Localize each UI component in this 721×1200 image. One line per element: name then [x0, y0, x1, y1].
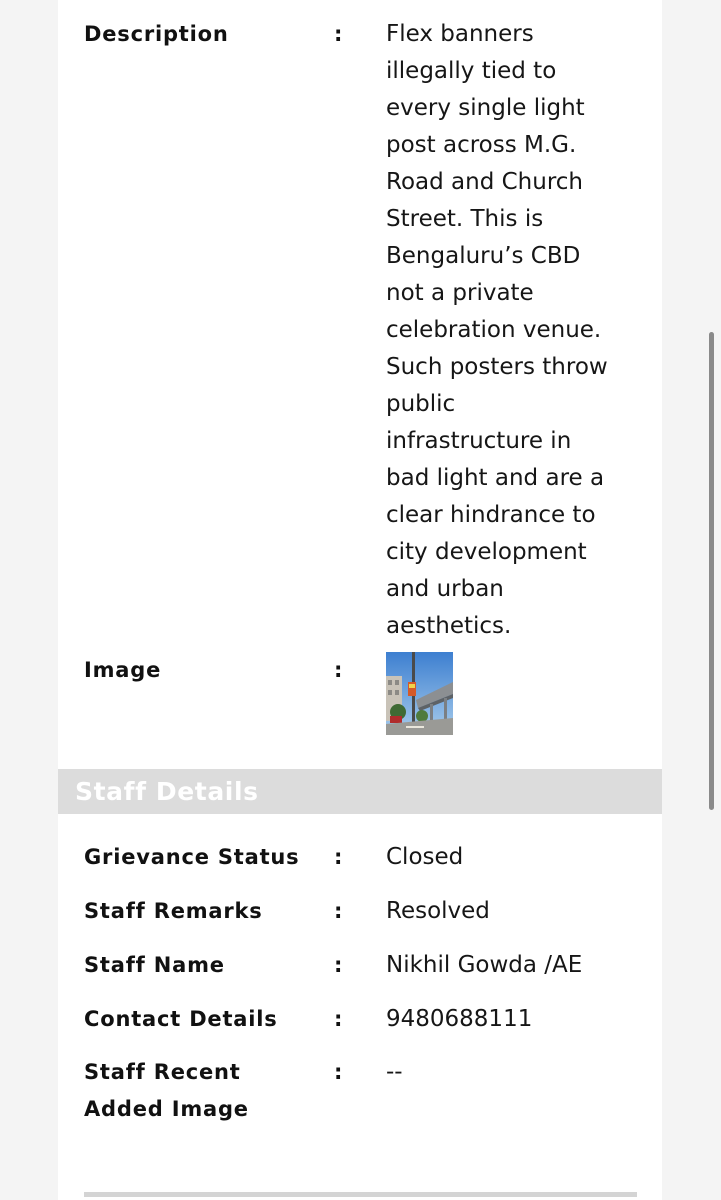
- staff-recent-image-value: --: [386, 1059, 403, 1085]
- staff-recent-image-label-line: Staff Recent: [84, 1060, 241, 1084]
- description-separator: :: [334, 22, 343, 46]
- description-line: Bengaluru’s CBD: [386, 243, 581, 269]
- street-photo-icon: [386, 652, 453, 735]
- description-line: and urban: [386, 576, 504, 602]
- bottom-divider: [84, 1192, 637, 1197]
- staff-recent-image-label-line: Added Image: [84, 1097, 249, 1121]
- description-line: clear hindrance to: [386, 502, 596, 528]
- description-label: Description: [84, 22, 229, 46]
- description-line: Such posters throw: [386, 354, 608, 380]
- staff-name-label: Staff Name: [84, 953, 225, 977]
- contact-details-separator: :: [334, 1007, 343, 1031]
- contact-details-value: 9480688111: [386, 1006, 533, 1032]
- description-line: aesthetics.: [386, 613, 512, 639]
- description-line: bad light and are a: [386, 465, 605, 491]
- image-label: Image: [84, 658, 162, 682]
- description-line: public: [386, 391, 456, 417]
- staff-recent-image-label: [84, 1054, 324, 1128]
- description-line: illegally tied to: [386, 58, 557, 84]
- staff-recent-image-separator: :: [334, 1060, 343, 1084]
- grievance-status-separator: :: [334, 845, 343, 869]
- grievance-image-thumbnail[interactable]: [386, 652, 453, 735]
- staff-remarks-label: Staff Remarks: [84, 899, 263, 923]
- description-line: Street. This is: [386, 206, 544, 232]
- description-line: every single light: [386, 95, 585, 121]
- staff-remarks-value: Resolved: [386, 898, 490, 924]
- staff-details-header: [58, 769, 662, 814]
- description-line: post across M.G.: [386, 132, 577, 158]
- description-value: [386, 16, 636, 645]
- grievance-status-label: Grievance Status: [84, 845, 300, 869]
- contact-details-label: Contact Details: [84, 1007, 278, 1031]
- description-line: Road and Church: [386, 169, 583, 195]
- description-line: infrastructure in: [386, 428, 572, 454]
- staff-details-title: Staff Details: [75, 777, 259, 806]
- vertical-scrollbar[interactable]: [709, 332, 714, 810]
- staff-name-separator: :: [334, 953, 343, 977]
- description-line: not a private: [386, 280, 534, 306]
- staff-remarks-separator: :: [334, 899, 343, 923]
- description-line: city development: [386, 539, 587, 565]
- description-line: celebration venue.: [386, 317, 602, 343]
- staff-name-value: Nikhil Gowda /AE: [386, 952, 583, 978]
- description-line: Flex banners: [386, 21, 534, 47]
- grievance-status-value: Closed: [386, 844, 464, 870]
- image-separator: :: [334, 658, 343, 682]
